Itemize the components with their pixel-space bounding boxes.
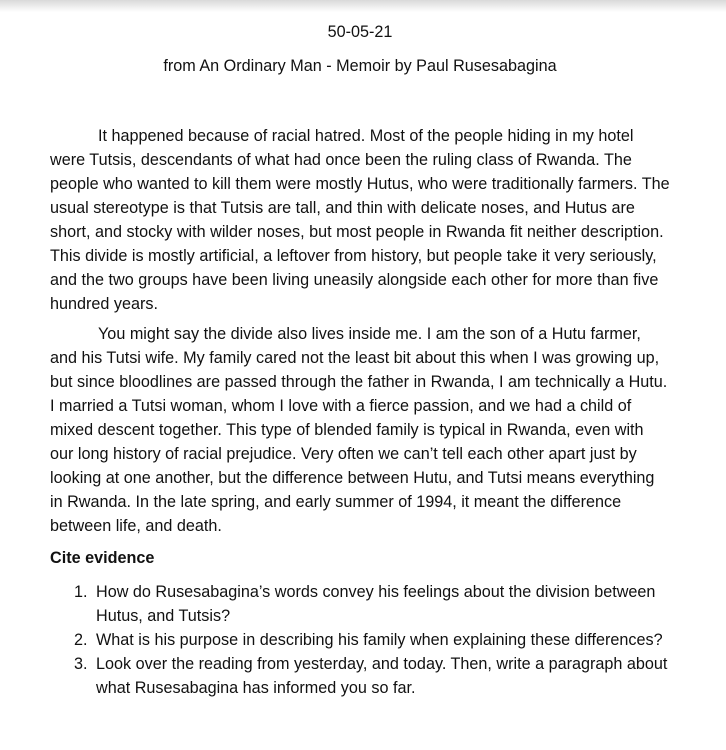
document-page (50, 20, 670, 700)
question-number: 3. (74, 655, 88, 673)
question-item-1 (50, 580, 670, 628)
body-paragraph-2: You might say the divide also lives inside me. I am the son of a Hutu farmer, and his Tutsi wife. My family cared not the least bit about this when I was growing up, but since bloodlines are passed through the father in Rwanda, I am technically a Hutu. I married a Tutsi woman, whom I love with a fierce passion, and we had a child of mixed descent together. This type of blended family is typical in Rwanda, even with our long history of racial prejudice. Very often we can’t tell each other apart just by looking at one another, but the difference between Hutu, and Tutsi means everything in Rwanda. In the late spring, and early summer of 1994, it meant the difference between life, and death. (50, 325, 668, 535)
question-number: 2. (74, 631, 88, 649)
question-text: How do Rusesabagina’s words convey his feelings about the division between Hutus, and Tutsis? (96, 583, 656, 625)
document-date: 50-05-21 (327, 23, 393, 41)
document-source-title: from An Ordinary Man - Memoir by Paul Rusesabagina (163, 57, 557, 75)
cite-evidence-heading: Cite evidence (50, 549, 155, 567)
question-item-3 (50, 652, 670, 700)
question-text: What is his purpose in describing his family when explaining these differences? (96, 631, 663, 649)
question-list (50, 580, 670, 700)
question-item-2 (50, 628, 670, 652)
question-number: 1. (74, 583, 88, 601)
window-top-edge (0, 0, 726, 12)
body-paragraph-1: It happened because of racial hatred. Most of the people hiding in my hotel were Tutsis, descendants of what had once been the ruling class of Rwanda. The people who wanted to kill them were mostly Hutus, who were traditionally farmers. The usual stereotype is that Tutsis are tall, and thin with delicate noses, and Hutus are short, and stocky with wilder noses, but most people in Rwanda fit neither description. This divide is mostly artificial, a leftover from history, but people take it very seriously, and the two groups have been living uneasily alongside each other for more than five hundred years. (50, 127, 670, 313)
question-text: Look over the reading from yesterday, and today. Then, write a paragraph about what Rusesabagina has informed you so far. (96, 655, 668, 697)
